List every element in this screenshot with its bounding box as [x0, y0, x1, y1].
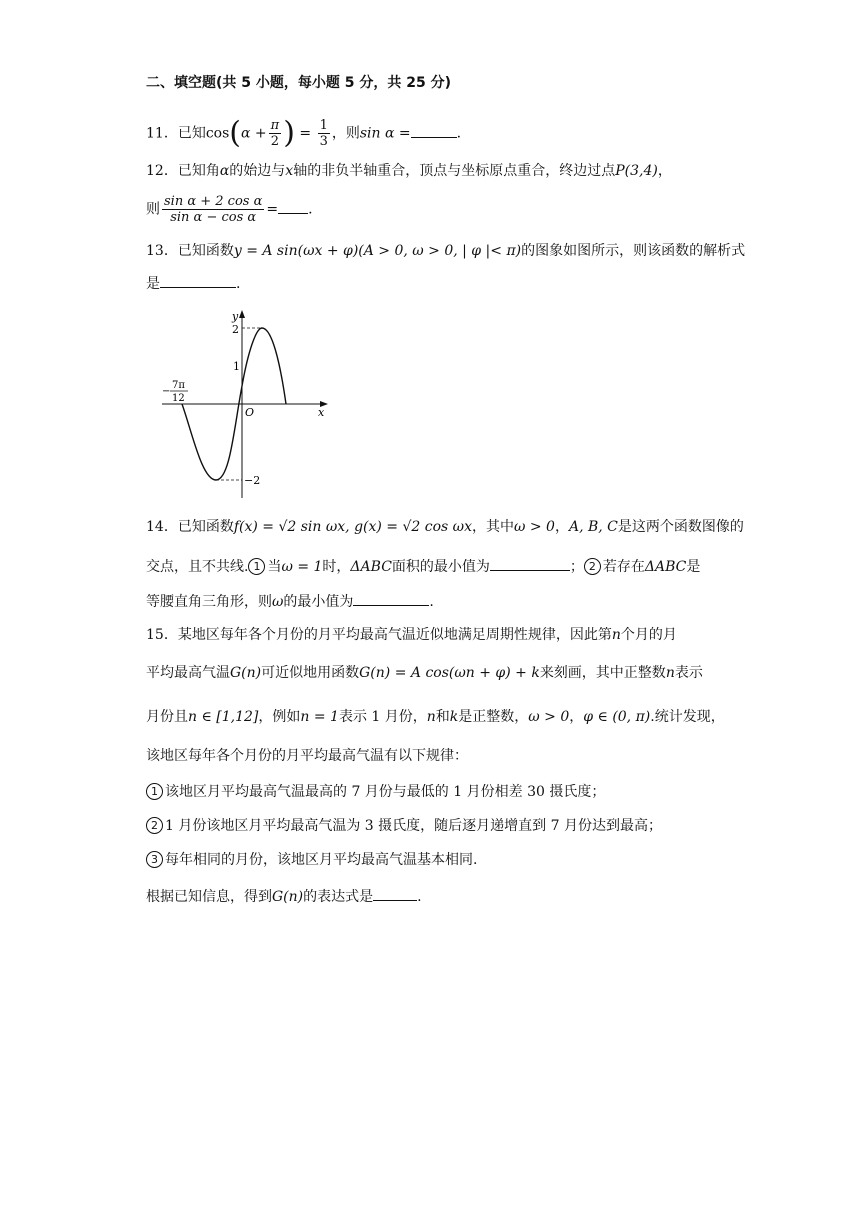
question-15-line-2: 平均最高气温G(n)可近似地用函数G(n) = A cos(ωn + φ) + k来刻画，其中正整数n表示 [146, 665, 703, 681]
q11-cos: cos [205, 125, 230, 142]
question-14-line-1: 14．已知函数f(x) = √2 sin ωx, g(x) = √2 cos ωx，其中ω > 0，A, B, C是这两个函数图像的 [146, 519, 744, 535]
origin-label: O [245, 406, 255, 419]
sine-graph [160, 308, 330, 500]
question-15-line-3: 月份且n ∈ [1,12]，例如n = 1表示 1 月份，n和k是正整数，ω > 0，φ ∈ (0, π).统计发现， [146, 709, 725, 725]
q11-equals: = [299, 125, 312, 142]
y-max-label: 2 [232, 323, 239, 336]
q15-function: G(n) = A cos(ωn + φ) + k [359, 665, 540, 681]
q11-then: ，则 [331, 125, 360, 142]
x-left-numerator: 7π [172, 380, 185, 391]
q14-answer-blank-2 [353, 593, 429, 606]
circled-1: 1 [248, 558, 265, 575]
question-15-line-1: 15．某地区每年各个月份的月平均最高气温近似地满足周期性规律，因此第n个月的月 [146, 627, 677, 643]
question-12-line-2: 则 $\frac{\text{sin α + 2 cos α}}{\text{sin α − cos α}}$ = . [146, 194, 313, 225]
q11-prefix: 11．已知 [146, 125, 206, 142]
question-12-line-1: 12．已知角α的始边与x轴的非负半轴重合，顶点与坐标原点重合，终边过点P(3,4)， [146, 163, 672, 179]
q11-one-third: $\frac{1}{3}$ [319, 118, 328, 149]
q12-answer-blank [278, 201, 308, 214]
q11-pi-over-2: $\frac{\pi}{2}$ [270, 118, 280, 149]
q11-alpha-plus: α + [241, 125, 267, 142]
question-14-line-3: 等腰直角三角形，则ω的最小值为 . [146, 594, 434, 610]
q11-answer-blank [411, 125, 457, 138]
question-11: 11．已知cos(α + $\frac{\pi}{2}$ ) = $\frac{1}{3}$ ，则sin α = . [146, 115, 462, 151]
q14-answer-blank-1 [490, 558, 570, 571]
y-axis-arrow [239, 310, 245, 318]
section-title: 二、填空题(共 5 小题，每小题 5 分，共 25 分) [146, 75, 452, 91]
rule-1: 1 该地区月平均最高气温最高的 7 月份与最低的 1 月份相差 30 摄氏度； [146, 781, 605, 803]
y-axis-label: y [232, 310, 239, 323]
y-one-label: 1 [233, 360, 240, 373]
q11-sin-alpha: sin α = [359, 125, 411, 142]
question-13-line-1: 13．已知函数y = A sin(ωx + φ)(A > 0, ω > 0, | φ |< π)的图象如图所示，则该函数的解析式 [146, 243, 746, 259]
q13-function: y = A sin(ωx + φ)(A > 0, ω > 0, | φ |< π) [233, 243, 522, 259]
y-min-label: −2 [244, 474, 261, 487]
circled-2: 2 [584, 558, 601, 575]
question-14-line-2: 交点，且不共线. 1 当ω = 1时，ΔABC面积的最小值为 ； 2 若存在ΔABC是 [146, 559, 701, 575]
question-15-line-4: 该地区每年各个月份的月平均最高气温有以下规律： [146, 748, 468, 764]
rule-3: 3 每年相同的月份，该地区月平均最高气温基本相同. [146, 849, 477, 871]
q13-answer-blank [160, 275, 236, 288]
q12-fraction: $\frac{\text{sin α + 2 cos α}}{\text{sin α − cos α}}$ [164, 194, 263, 225]
rule-2: 2 1 月份该地区月平均最高气温为 3 摄氏度，随后逐月递增直到 7 月份达到最高； [146, 815, 662, 837]
x-left-sign: − [162, 386, 171, 397]
x-left-denominator: 12 [172, 393, 185, 404]
x-axis-label: x [318, 406, 325, 419]
q15-answer-blank [373, 888, 417, 901]
question-13-line-2: 是 . [146, 276, 241, 292]
question-15-last-line: 根据已知信息，得到G(n)的表达式是 . [146, 889, 422, 905]
q14-functions: f(x) = √2 sin ωx, g(x) = √2 cos ωx [233, 519, 472, 535]
